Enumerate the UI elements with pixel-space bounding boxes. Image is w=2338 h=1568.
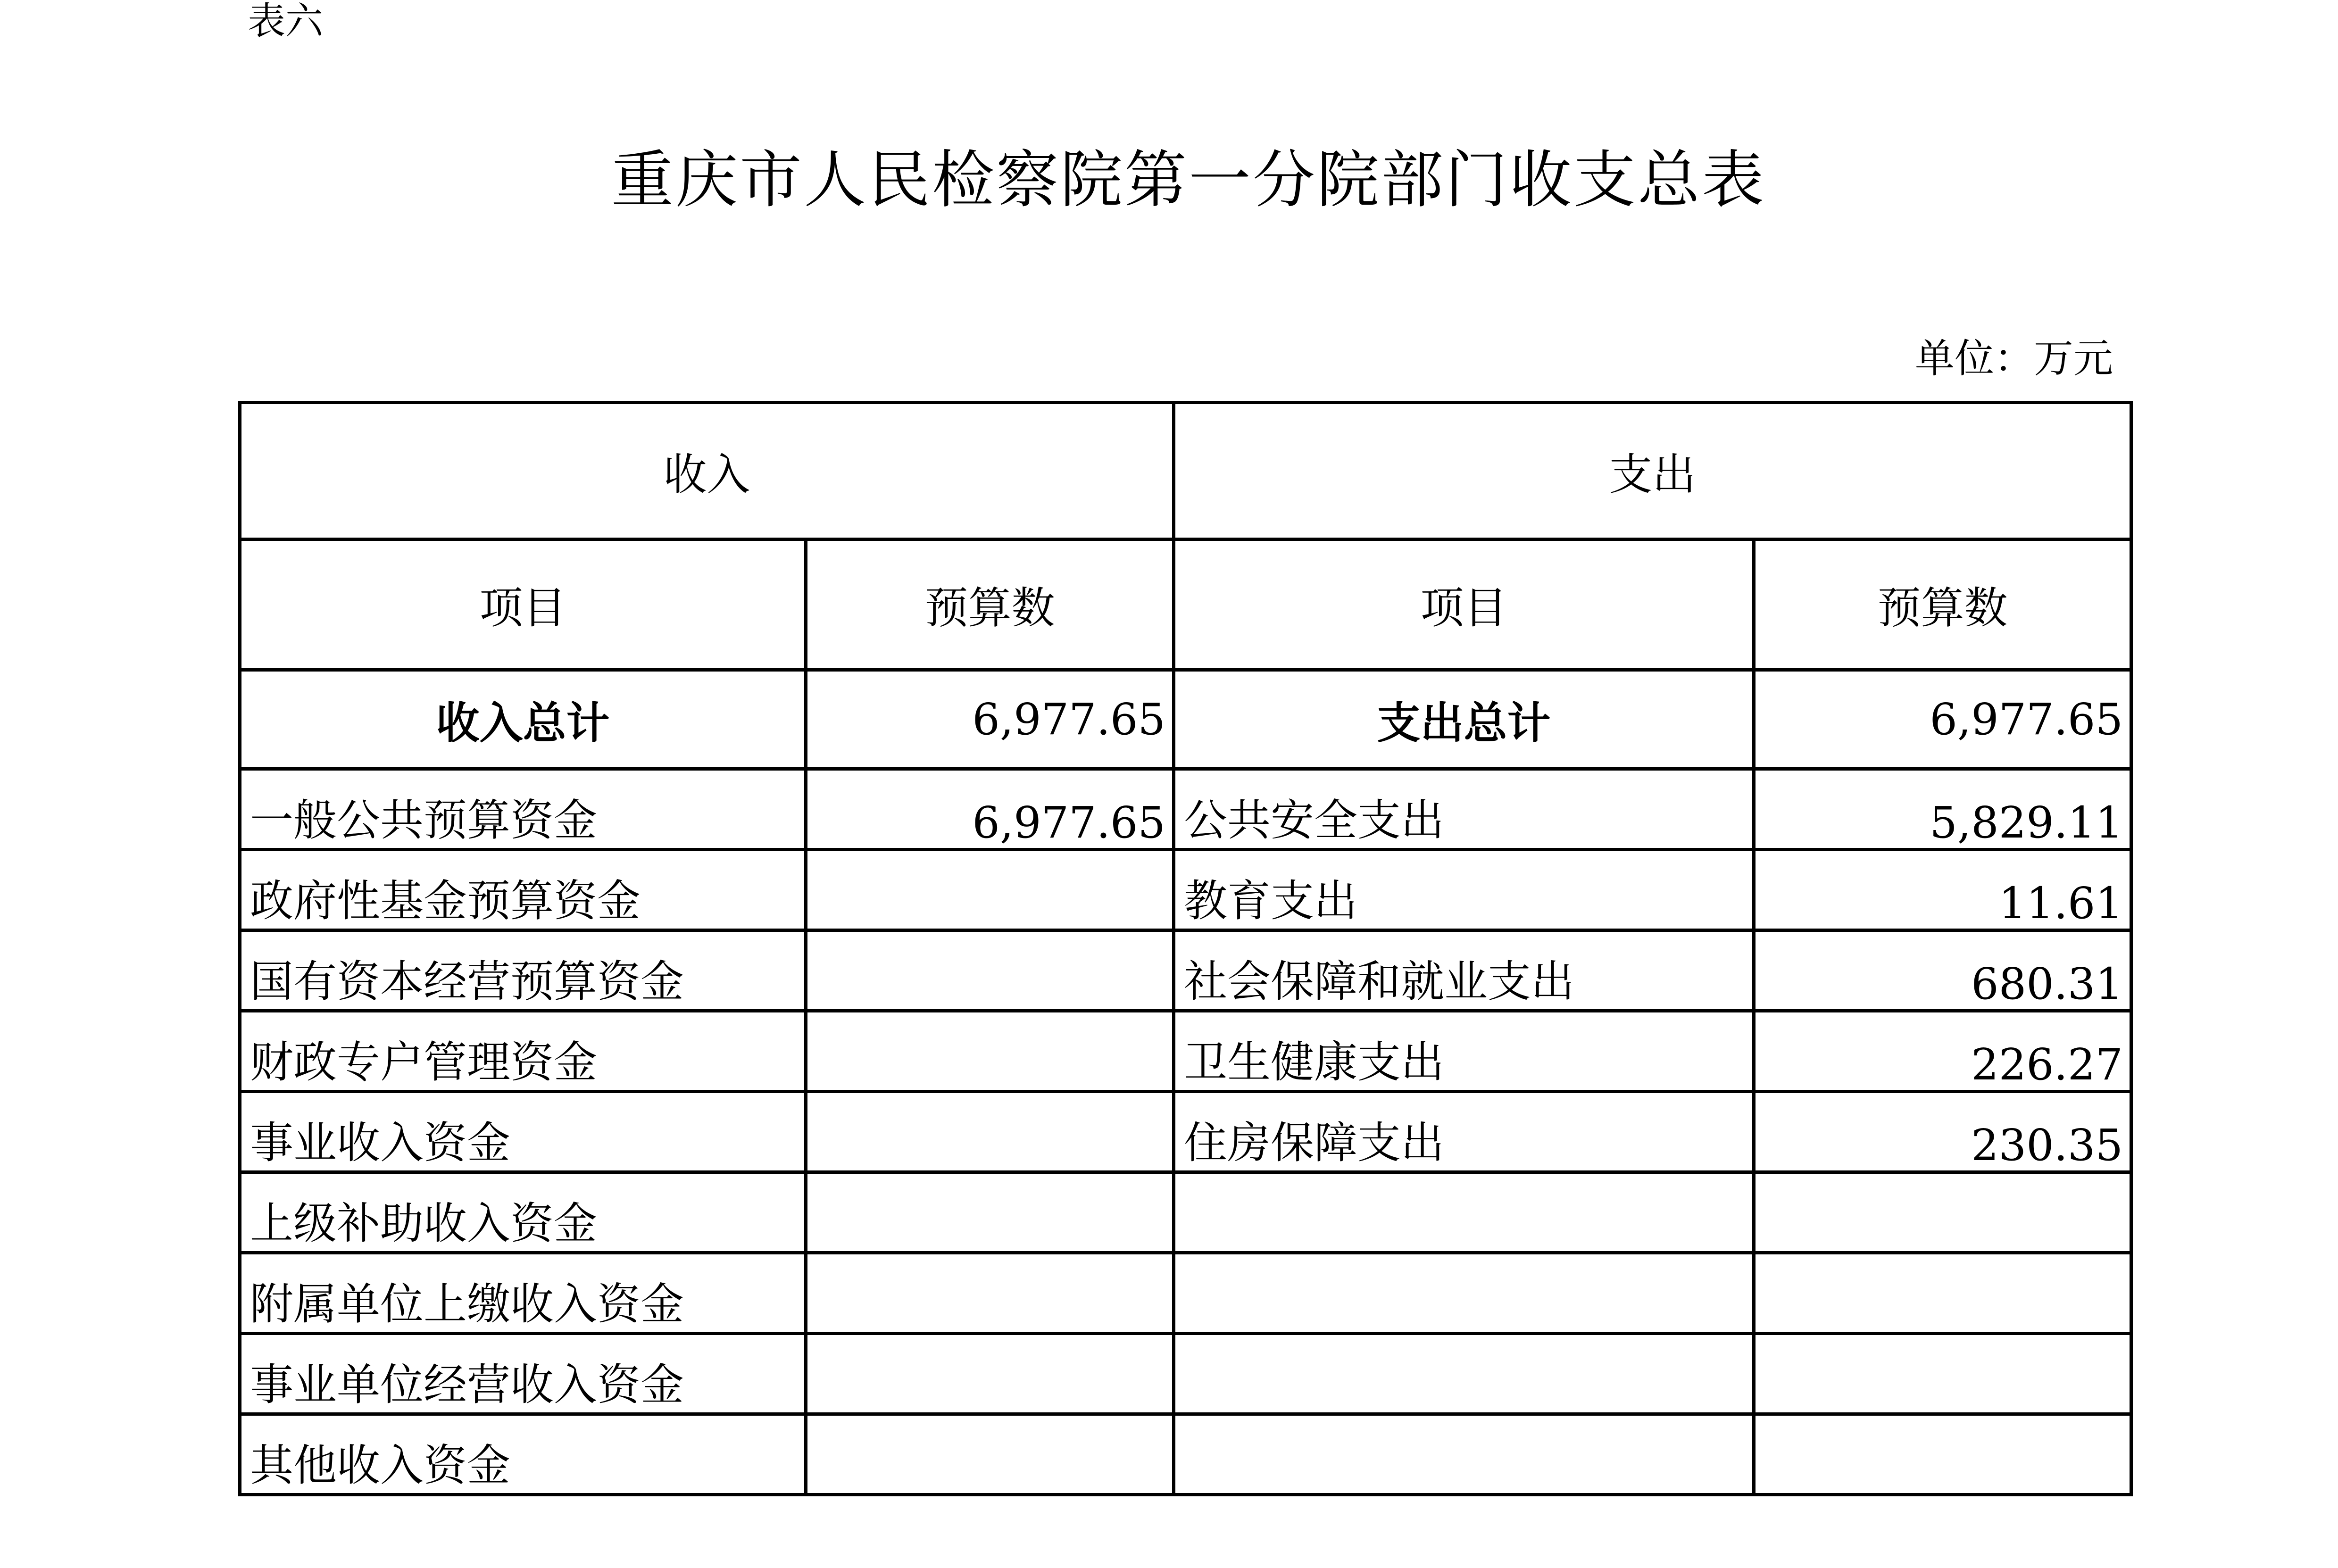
expense-item: 卫生健康支出 [1174, 1011, 1754, 1092]
expense-item [1174, 1253, 1754, 1334]
expense-item: 教育支出 [1174, 850, 1754, 930]
column-header-row [240, 539, 2131, 670]
budget-table [238, 401, 2133, 1496]
expense-section-header: 支出 [1174, 403, 2131, 539]
expense-value: 226.27 [1754, 1011, 2131, 1092]
income-item: 其他收入资金 [240, 1414, 806, 1495]
income-item: 政府性基金预算资金 [240, 850, 806, 930]
table-row [240, 1334, 2131, 1414]
income-item: 上级补助收入资金 [240, 1172, 806, 1253]
expense-value [1754, 1253, 2131, 1334]
expense-budget-header: 预算数 [1754, 539, 2131, 670]
income-value [806, 850, 1174, 930]
expense-item: 公共安全支出 [1174, 769, 1754, 850]
total-row [240, 670, 2131, 769]
income-value [806, 930, 1174, 1011]
income-value [806, 1334, 1174, 1414]
section-header-row [240, 403, 2131, 539]
income-item-header: 项目 [240, 539, 806, 670]
unit-label: 单位：万元 [1915, 335, 2113, 382]
table-row [240, 1172, 2131, 1253]
expense-item [1174, 1414, 1754, 1495]
expense-value [1754, 1172, 2131, 1253]
income-item: 财政专户管理资金 [240, 1011, 806, 1092]
expense-item [1174, 1334, 1754, 1414]
table-number: 表六 [248, 0, 323, 43]
income-value [806, 1253, 1174, 1334]
page-title: 重庆市人民检察院第一分院部门收支总表 [611, 144, 1766, 216]
income-total-value: 6,977.65 [806, 670, 1174, 769]
expense-value: 230.35 [1754, 1092, 2131, 1172]
table-row [240, 850, 2131, 930]
expense-total-label: 支出总计 [1174, 670, 1754, 769]
expense-value: 680.31 [1754, 930, 2131, 1011]
income-item: 一般公共预算资金 [240, 769, 806, 850]
income-item: 附属单位上缴收入资金 [240, 1253, 806, 1334]
table-row [240, 930, 2131, 1011]
income-item: 事业单位经营收入资金 [240, 1334, 806, 1414]
income-budget-header: 预算数 [806, 539, 1174, 670]
income-section-header: 收入 [240, 403, 1174, 539]
expense-value: 5,829.11 [1754, 769, 2131, 850]
expense-item: 社会保障和就业支出 [1174, 930, 1754, 1011]
table-row [240, 1011, 2131, 1092]
income-value [806, 1011, 1174, 1092]
expense-item [1174, 1172, 1754, 1253]
income-value [806, 1092, 1174, 1172]
expense-item-header: 项目 [1174, 539, 1754, 670]
expense-value [1754, 1334, 2131, 1414]
expense-item: 住房保障支出 [1174, 1092, 1754, 1172]
table-row [240, 1092, 2131, 1172]
table-row [240, 1253, 2131, 1334]
income-item: 事业收入资金 [240, 1092, 806, 1172]
expense-value [1754, 1414, 2131, 1495]
income-total-label: 收入总计 [240, 670, 806, 769]
table-row [240, 769, 2131, 850]
expense-total-value: 6,977.65 [1754, 670, 2131, 769]
income-value: 6,977.65 [806, 769, 1174, 850]
table-row [240, 1414, 2131, 1495]
income-item: 国有资本经营预算资金 [240, 930, 806, 1011]
expense-value: 11.61 [1754, 850, 2131, 930]
income-value [806, 1414, 1174, 1495]
income-value [806, 1172, 1174, 1253]
